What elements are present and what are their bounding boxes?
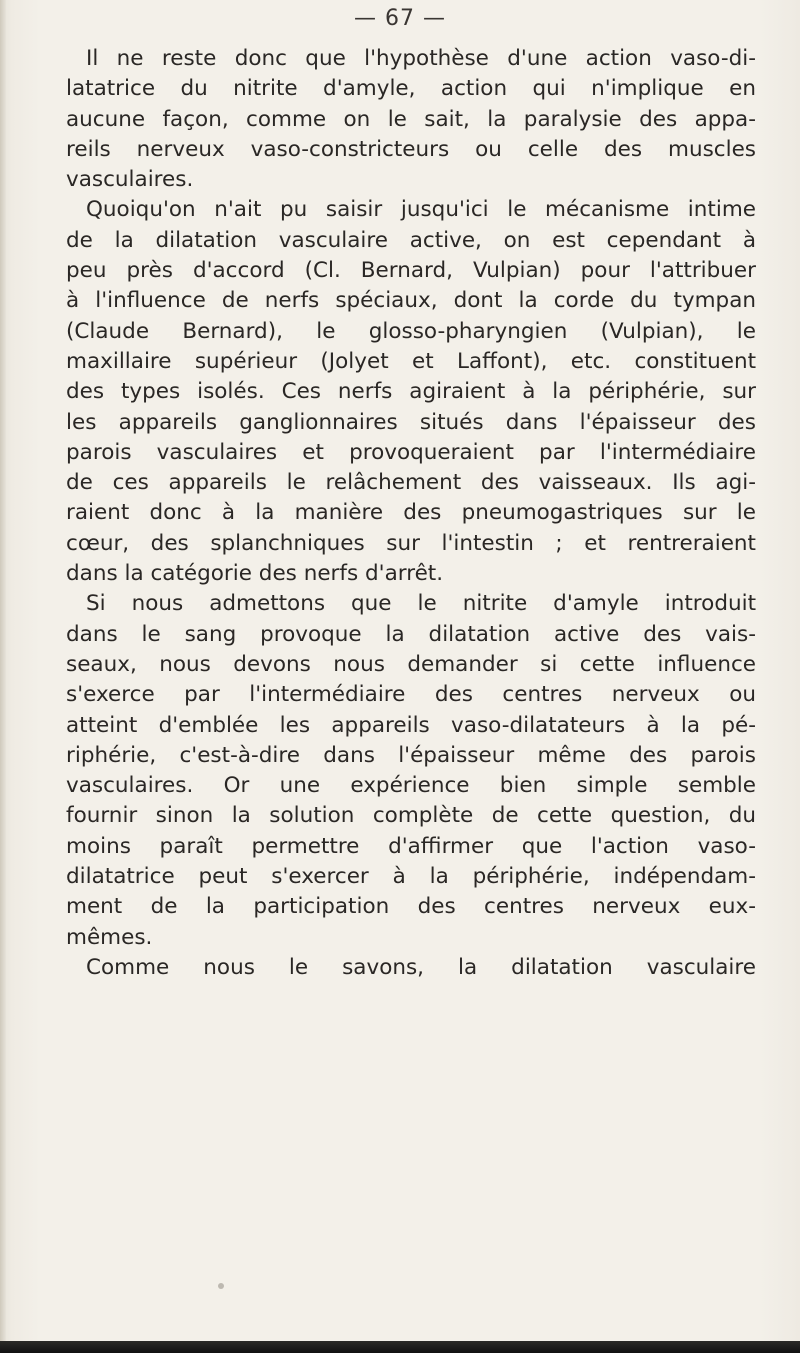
text-line: des types isolés. Ces nerfs agiraient à la périphérie, sur [66,379,756,405]
text-line: (Claude Bernard), le glosso-pharyngien (Vulpian), le [66,318,756,344]
text-line: s'exerce par l'intermédiaire des centres nerveux ou [66,682,756,708]
text-line: Si nous admettons que le nitrite d'amyle introduit [86,591,756,617]
page-number: — 67 — [354,6,446,31]
text-line: seaux, nous devons nous demander si cette influence [66,651,756,677]
text-line: Quoiqu'on n'ait pu saisir jusqu'ici le mécanisme intime [86,197,756,223]
text-line: dans la catégorie des nerfs d'arrêt. [66,561,444,587]
text-line: Comme nous le savons, la dilatation vasculaire [86,954,756,980]
text-line: raient donc à la manière des pneumogastriques sur le [66,500,756,526]
text-line: de la dilatation vasculaire active, on est cependant à [66,227,756,253]
text-line: atteint d'emblée les appareils vaso-dilatateurs à la pé- [66,712,756,738]
text-line: dans le sang provoque la dilatation active des vais- [66,621,756,647]
text-line: de ces appareils le relâchement des vaisseaux. Ils agi- [66,470,756,496]
text-line: latatrice du nitrite d'amyle, action qui n'implique en [66,76,756,102]
text-line: reils nerveux vaso-constricteurs ou celle des muscles [66,136,756,162]
text-line: fournir sinon la solution complète de cette question, du [66,803,756,829]
text-line: à l'influence de nerfs spéciaux, dont la corde du tympan [66,288,756,314]
text-line: parois vasculaires et provoqueraient par l'intermédiaire [66,439,756,465]
text-line: riphérie, c'est-à-dire dans l'épaisseur même des parois [66,742,756,768]
text-line: maxillaire supérieur (Jolyet et Laffont), etc. constituent [66,348,756,374]
text-line: aucune façon, comme on le sait, la paralysie des appa- [66,106,756,132]
text-line: dilatatrice peut s'exercer à la périphérie, indépendam- [66,864,756,890]
page-binding-edge [0,0,6,1353]
text-line: vasculaires. Or une expérience bien simple semble [66,773,756,799]
text-line: vasculaires. [66,167,194,193]
text-line: ment de la participation des centres nerveux eux- [66,894,756,920]
ink-speck [218,1283,224,1289]
text-line: cœur, des splanchniques sur l'intestin ; et rentreraient [66,530,756,556]
text-line: mêmes. [66,924,153,950]
text-line: les appareils ganglionnaires situés dans l'épaisseur des [66,409,756,435]
text-line: Il ne reste donc que l'hypothèse d'une action vaso-di- [86,46,756,71]
page-bottom-edge [0,1341,800,1353]
body-text [66,44,756,983]
text-line: peu près d'accord (Cl. Bernard, Vulpian) pour l'attribuer [66,258,756,284]
text-line: moins paraît permettre d'affirmer que l'action vaso- [66,833,756,859]
